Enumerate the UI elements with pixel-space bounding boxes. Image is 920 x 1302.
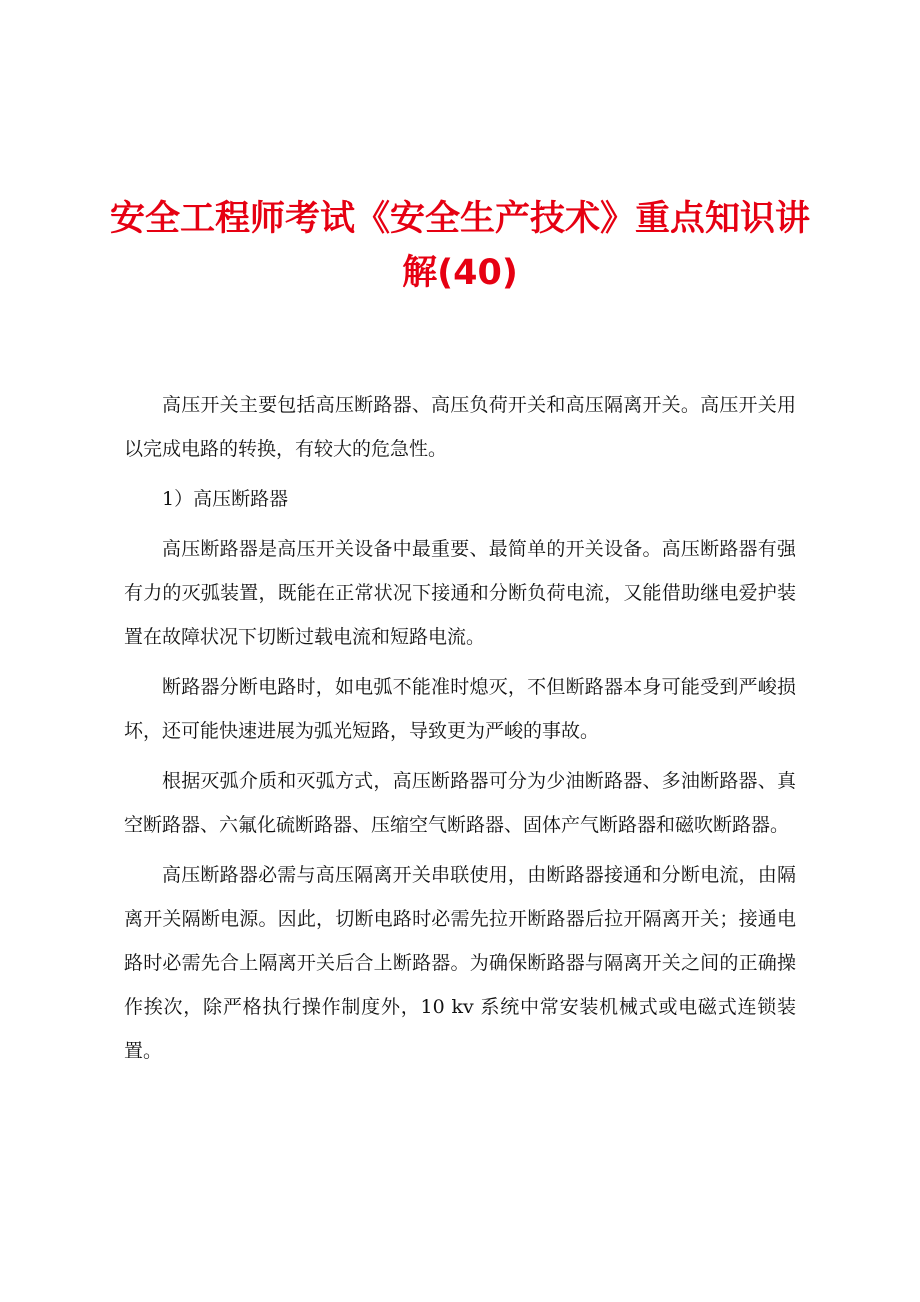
paragraph-intro: 高压开关主要包括高压断路器、高压负荷开关和高压隔离开关。高压开关用以完成电路的转换，有较大的危急性。 bbox=[124, 394, 796, 460]
document-body bbox=[124, 383, 796, 1079]
paragraph-classification: 根据灭弧介质和灭弧方式，高压断路器可分为少油断路器、多油断路器、真空断路器、六氟化硫断路器、压缩空气断路器、固体产气断路器和磁吹断路器。 bbox=[124, 770, 796, 836]
section-heading: 1）高压断路器 bbox=[162, 488, 289, 510]
paragraph-arc-risk: 断路器分断电路时，如电弧不能准时熄灭，不但断路器本身可能受到严峻损坏，还可能快速进展为弧光短路，导致更为严峻的事故。 bbox=[124, 676, 796, 742]
paragraph-definition: 高压断路器是高压开关设备中最重要、最简单的开关设备。高压断路器有强有力的灭弧装置，既能在正常状况下接通和分断负荷电流，又能借助继电爱护装置在故障状况下切断过载电流和短路电流。 bbox=[124, 538, 796, 648]
paragraph-operation: 高压断路器必需与高压隔离开关串联使用，由断路器接通和分断电流，由隔离开关隔断电源。因此，切断电路时必需先拉开断路器后拉开隔离开关；接通电路时必需先合上隔离开关后合上断路器。为确保断路器与隔离开关之间的正确操作挨次，除严格执行操作制度外，10 kv 系统中常安装机械式或电磁式连锁装置。 bbox=[124, 864, 796, 1062]
document-title: 安全工程师考试《安全生产技术》重点知识讲解(40) bbox=[110, 199, 811, 293]
